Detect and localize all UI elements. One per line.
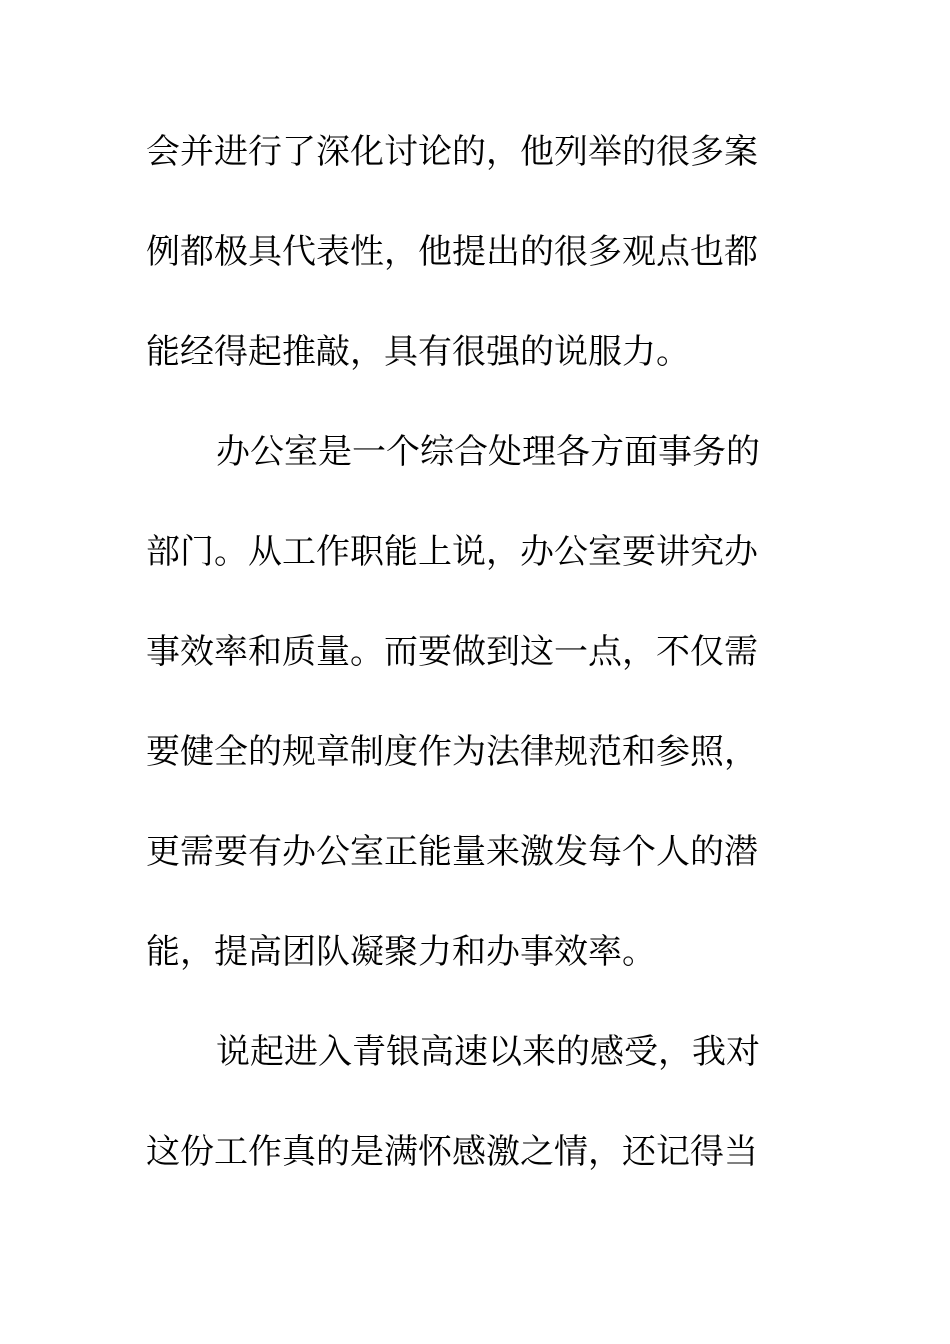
text-line: 部门。从工作职能上说，办公室要讲究办 <box>146 532 758 572</box>
text-line: 会并进行了深化讨论的，他列举的很多案 <box>146 132 758 172</box>
text-line: 能经得起推敲，具有很强的说服力。 <box>146 332 690 372</box>
paragraph-first-line: 办公室是一个综合处理各方面事务的 <box>216 432 760 472</box>
text-line: 能，提高团队凝聚力和办事效率。 <box>146 932 656 972</box>
text-line: 事效率和质量。而要做到这一点，不仅需 <box>146 632 758 672</box>
text-line: 例都极具代表性，他提出的很多观点也都 <box>146 232 758 272</box>
text-line: 这份工作真的是满怀感激之情，还记得当 <box>146 1132 758 1172</box>
text-line: 要健全的规章制度作为法律规范和参照， <box>146 732 758 772</box>
paragraph-first-line: 说起进入青银高速以来的感受，我对 <box>216 1032 760 1072</box>
text-line: 更需要有办公室正能量来激发每个人的潜 <box>146 832 758 872</box>
